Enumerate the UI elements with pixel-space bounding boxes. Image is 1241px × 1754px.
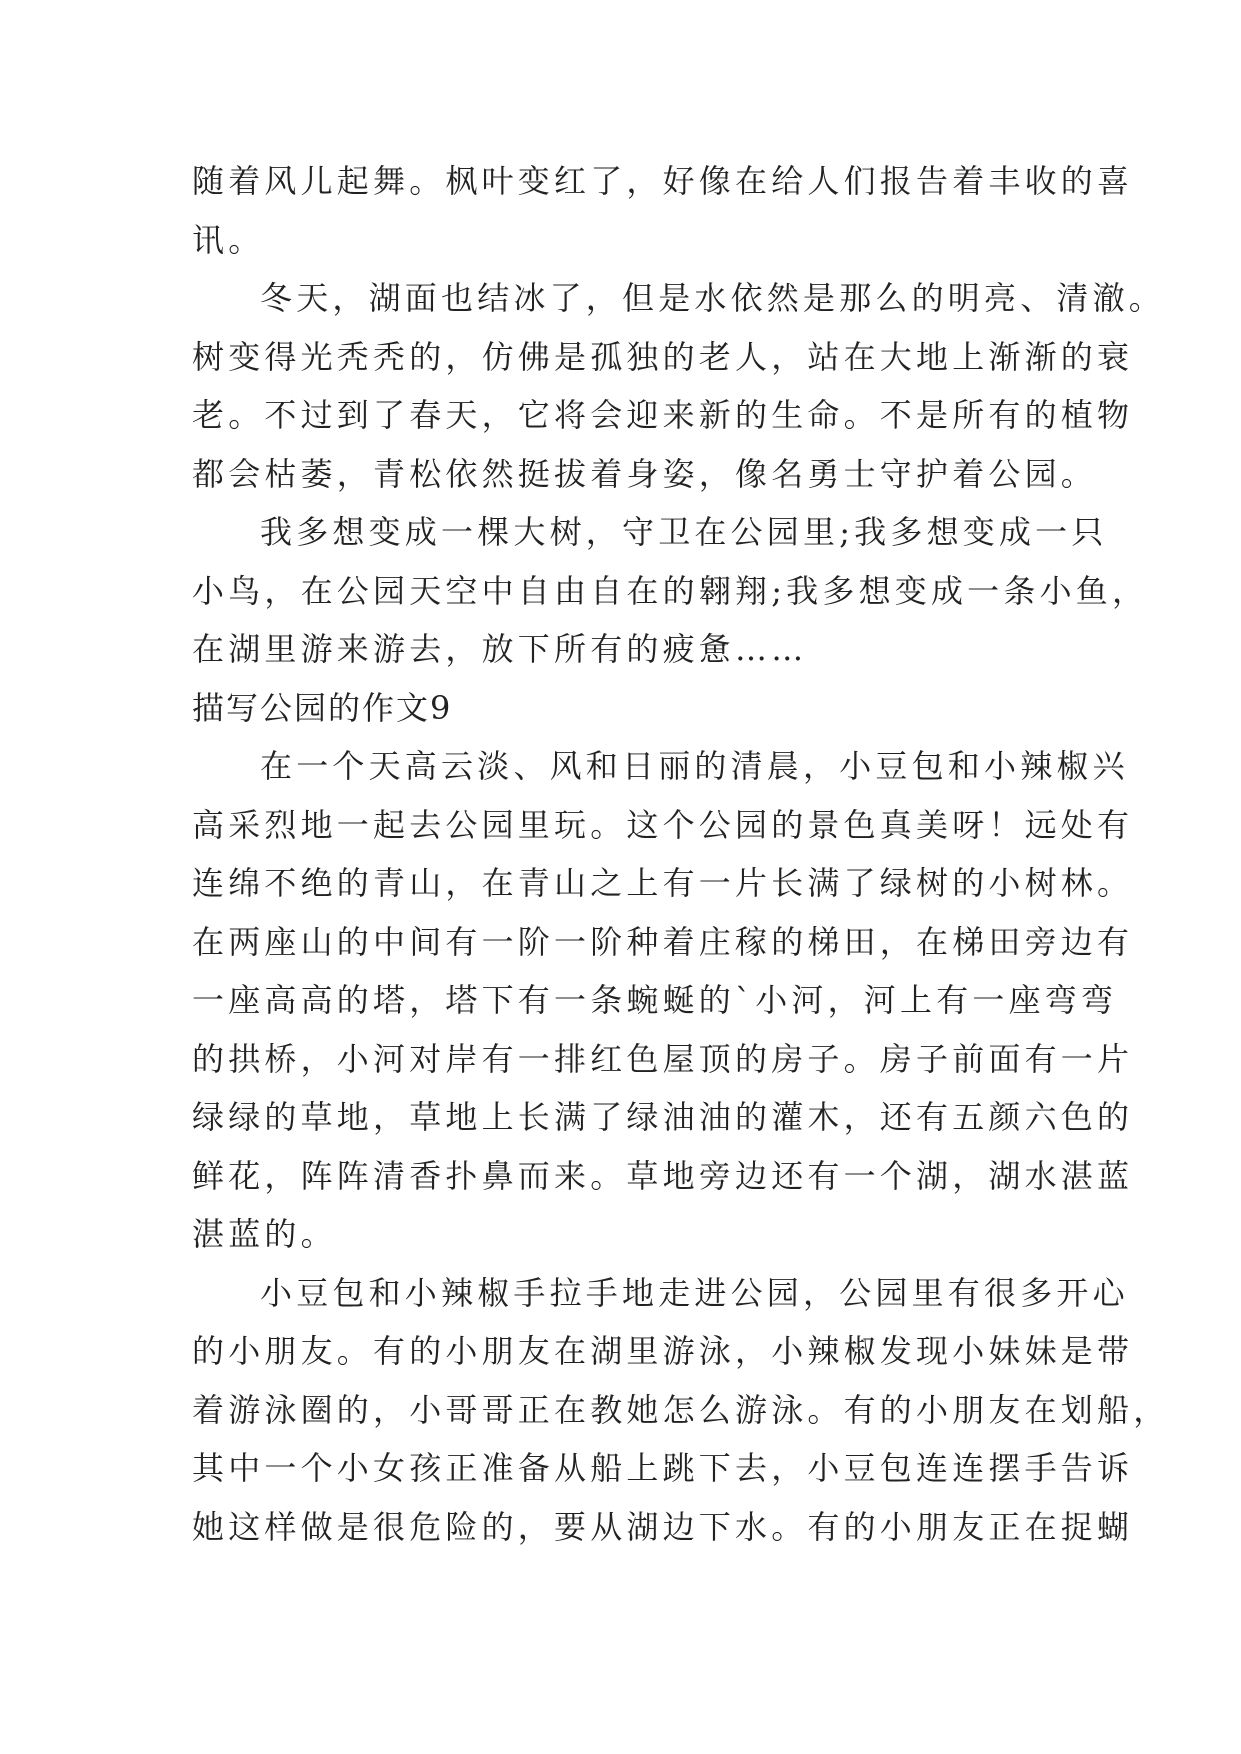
document-body bbox=[192, 152, 1170, 1556]
text-line: 湛蓝的。 bbox=[192, 1215, 337, 1253]
paragraph-start-line: 小豆包和小辣椒手拉手地走进公园，公园里有很多开心 bbox=[260, 1273, 1129, 1312]
paragraph-start-line: 我多想变成一棵大树，守卫在公园里;我多想变成一只 bbox=[260, 513, 1108, 551]
text-line: 小鸟，在公园天空中自由自在的翱翔;我多想变成一条小鱼， bbox=[192, 571, 1149, 610]
text-line: 讯。 bbox=[192, 220, 265, 259]
text-line: 老。不过到了春天，它将会迎来新的生命。不是所有的植物 bbox=[192, 396, 1134, 434]
text-line: 在湖里游来游去，放下所有的疲惫…… bbox=[192, 630, 808, 668]
text-line: 鲜花，阵阵清香扑鼻而来。草地旁边还有一个湖，湖水湛蓝 bbox=[192, 1156, 1134, 1195]
paragraph-start-line: 冬天，湖面也结冰了，但是水依然是那么的明亮、清澈。 bbox=[260, 279, 1166, 317]
text-line: 其中一个小女孩正准备从船上跳下去，小豆包连连摆手告诉 bbox=[192, 1449, 1134, 1487]
text-line: 随着风儿起舞。枫叶变红了，好像在给人们报告着丰收的喜 bbox=[192, 162, 1134, 200]
text-line: 在两座山的中间有一阶一阶种着庄稼的梯田，在梯田旁边有 bbox=[192, 922, 1134, 961]
text-line: 都会枯萎，青松依然挺拔着身姿，像名勇士守护着公园。 bbox=[192, 454, 1098, 493]
text-line: 她这样做是很危险的，要从湖边下水。有的小朋友正在捉蝴 bbox=[192, 1507, 1134, 1546]
text-line: 一座高高的塔，塔下有一条蜿蜒的`小河，河上有一座弯弯 bbox=[192, 981, 1118, 1019]
text-line: 的小朋友。有的小朋友在湖里游泳，小辣椒发现小妹妹是带 bbox=[192, 1332, 1134, 1370]
paragraph-start-line: 在一个天高云淡、风和日丽的清晨，小豆包和小辣椒兴 bbox=[260, 747, 1129, 785]
text-line: 的拱桥，小河对岸有一排红色屋顶的房子。房子前面有一片 bbox=[192, 1039, 1134, 1078]
text-line: 着游泳圈的，小哥哥正在教她怎么游泳。有的小朋友在划船， bbox=[192, 1390, 1170, 1429]
text-line: 连绵不绝的青山，在青山之上有一片长满了绿树的小树林。 bbox=[192, 864, 1134, 902]
text-line: 高采烈地一起去公园里玩。这个公园的景色真美呀！远处有 bbox=[192, 805, 1134, 844]
text-line: 绿绿的草地，草地上长满了绿油油的灌木，还有五颜六色的 bbox=[192, 1098, 1134, 1136]
section-heading: 描写公园的作文9 bbox=[192, 688, 453, 727]
text-line: 树变得光秃秃的，仿佛是孤独的老人，站在大地上渐渐的衰 bbox=[192, 337, 1134, 376]
